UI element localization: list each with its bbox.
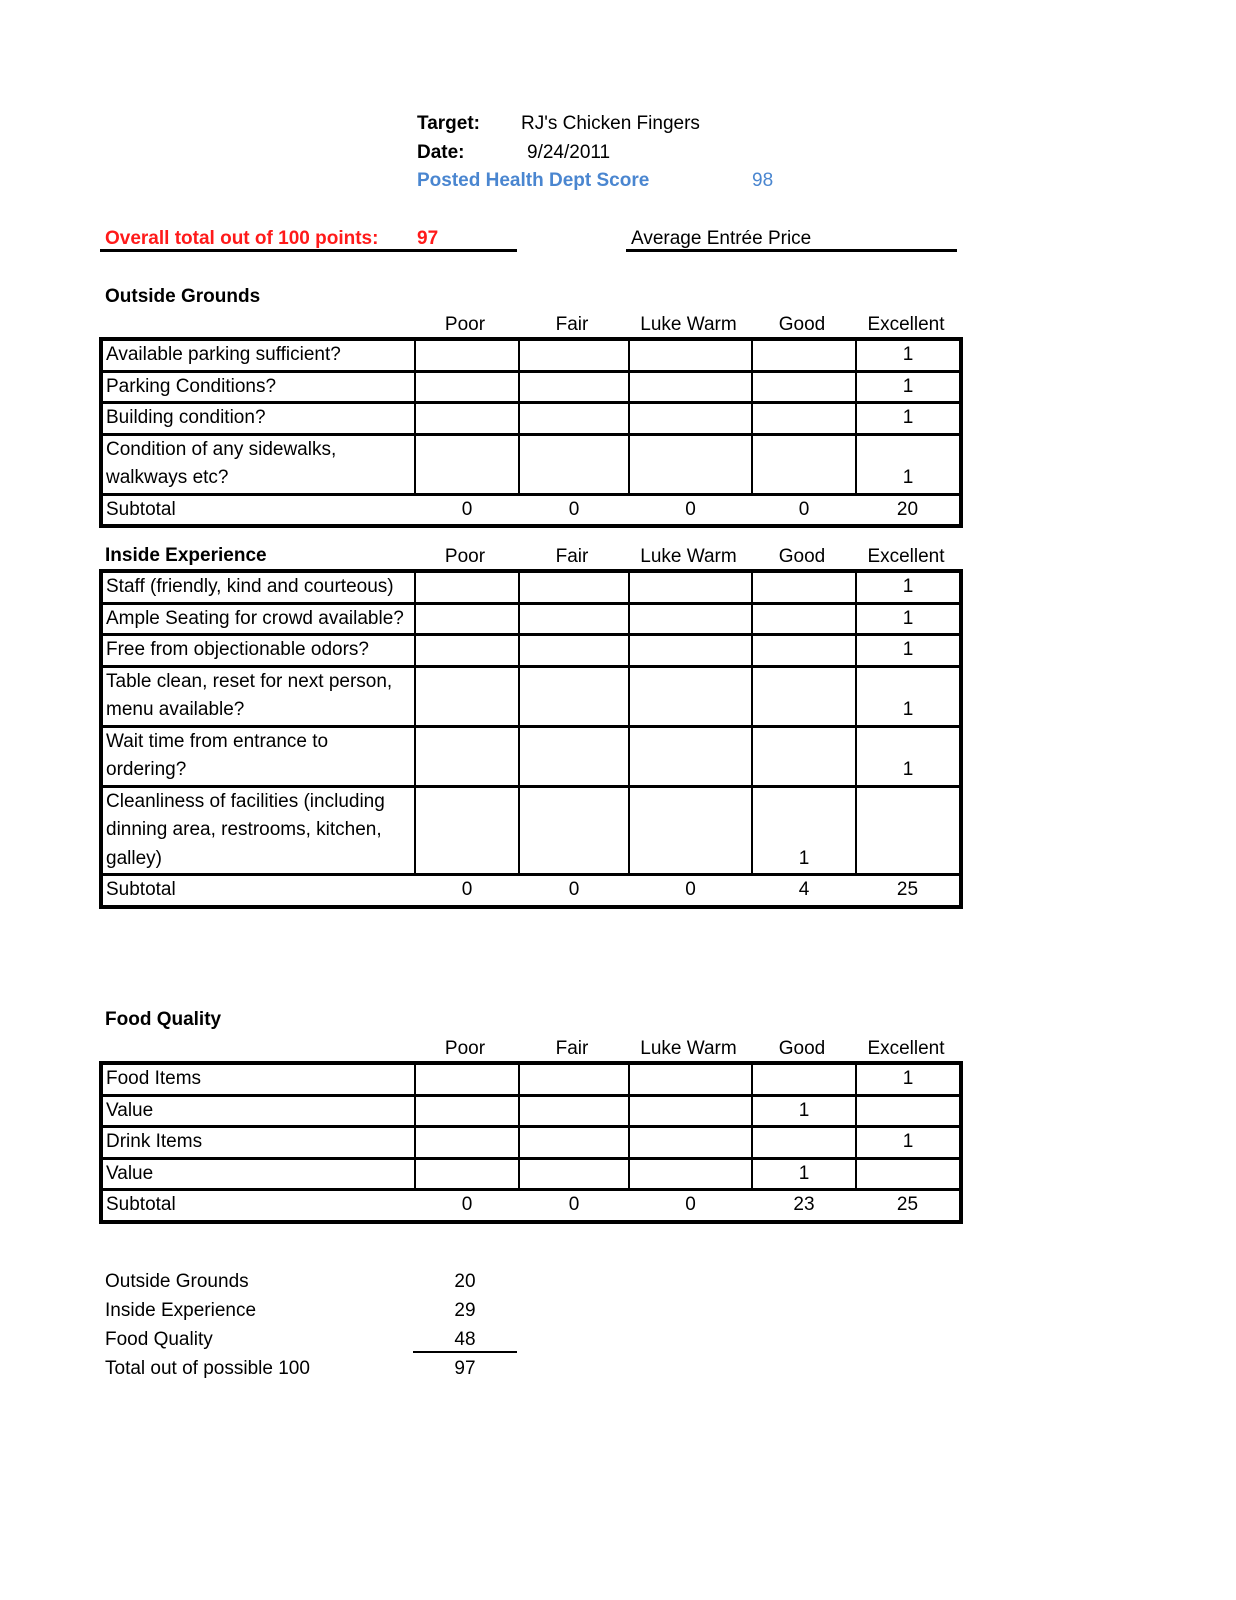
column-header-poor: Poor: [444, 1038, 486, 1059]
rating-cell-good[interactable]: [752, 339, 856, 371]
rating-cell-good[interactable]: 1: [752, 786, 856, 875]
rating-cell-good[interactable]: [752, 371, 856, 403]
rating-cell-fair[interactable]: [519, 635, 629, 667]
rating-cell-poor[interactable]: [415, 1158, 519, 1190]
rating-cell-fair[interactable]: [519, 603, 629, 635]
rating-cell-luke-warm[interactable]: [629, 1158, 752, 1190]
rating-cell-poor[interactable]: [415, 726, 519, 786]
question-cell: Parking Conditions?: [101, 371, 415, 403]
date-label: Date:: [417, 142, 465, 163]
rating-cell-excellent[interactable]: 1: [856, 726, 961, 786]
subtotal-poor: 0: [415, 1190, 519, 1222]
rating-cell-poor[interactable]: [415, 403, 519, 435]
rating-cell-good[interactable]: [752, 1127, 856, 1159]
rating-cell-poor[interactable]: [415, 1063, 519, 1095]
rating-cell-luke-warm[interactable]: [629, 403, 752, 435]
question-cell: Table clean, reset for next person, menu available?: [101, 666, 415, 726]
rating-cell-poor[interactable]: [415, 635, 519, 667]
rating-cell-luke-warm[interactable]: [629, 603, 752, 635]
rating-cell-poor[interactable]: [415, 786, 519, 875]
table-row: [101, 403, 961, 435]
question-cell: Wait time from entrance to ordering?: [101, 726, 415, 786]
rating-cell-good[interactable]: [752, 603, 856, 635]
table-row: [101, 371, 961, 403]
column-header-fair: Fair: [555, 1038, 589, 1059]
rating-cell-fair[interactable]: [519, 1063, 629, 1095]
rating-cell-poor[interactable]: [415, 371, 519, 403]
subtotal-good: 0: [752, 494, 856, 526]
table-row: [101, 571, 961, 603]
column-header-good: Good: [778, 314, 826, 335]
rating-cell-fair[interactable]: [519, 371, 629, 403]
summary-sum-line: [413, 1351, 517, 1353]
rating-cell-luke-warm[interactable]: [629, 1063, 752, 1095]
table-row: [101, 635, 961, 667]
overall-total-underline: [100, 249, 517, 252]
rating-cell-excellent[interactable]: 1: [856, 371, 961, 403]
rating-cell-fair[interactable]: [519, 786, 629, 875]
table-row: [101, 434, 961, 494]
rating-cell-good[interactable]: [752, 571, 856, 603]
table-row: [101, 339, 961, 371]
target-value: RJ's Chicken Fingers: [521, 113, 700, 134]
rating-cell-luke-warm[interactable]: [629, 726, 752, 786]
summary-total-label: Total out of possible 100: [105, 1358, 310, 1379]
rating-cell-good[interactable]: [752, 635, 856, 667]
table-row: [101, 726, 961, 786]
rating-cell-fair[interactable]: [519, 571, 629, 603]
column-header-excellent: Excellent: [867, 546, 945, 567]
food-quality-table: [99, 1061, 963, 1224]
subtotal-luke-warm: 0: [629, 494, 752, 526]
question-cell: Condition of any sidewalks, walkways etc?: [101, 434, 415, 494]
subtotal-fair: 0: [519, 1190, 629, 1222]
rating-cell-luke-warm[interactable]: [629, 339, 752, 371]
rating-cell-luke-warm[interactable]: [629, 1095, 752, 1127]
subtotal-fair: 0: [519, 494, 629, 526]
table-row: [101, 666, 961, 726]
subtotal-poor: 0: [415, 875, 519, 907]
column-header-excellent: Excellent: [867, 314, 945, 335]
rating-cell-poor[interactable]: [415, 666, 519, 726]
table-row: [101, 603, 961, 635]
inside-experience-table: [99, 569, 963, 909]
avg-entree-price-label: Average Entrée Price: [631, 228, 812, 249]
table-row: [101, 786, 961, 875]
rating-cell-excellent[interactable]: 1: [856, 1063, 961, 1095]
table-row: [101, 1158, 961, 1190]
subtotal-row: [101, 875, 961, 907]
rating-cell-excellent[interactable]: [856, 786, 961, 875]
target-label: Target:: [417, 113, 480, 134]
overall-total-label: Overall total out of 100 points:: [105, 228, 379, 249]
rating-cell-luke-warm[interactable]: [629, 666, 752, 726]
question-cell: Cleanliness of facilities (including dinning area, restrooms, kitchen, galley): [101, 786, 415, 875]
rating-cell-fair[interactable]: [519, 339, 629, 371]
rating-cell-good[interactable]: [752, 726, 856, 786]
question-cell: Available parking sufficient?: [101, 339, 415, 371]
rating-cell-fair[interactable]: [519, 403, 629, 435]
rating-cell-poor[interactable]: [415, 603, 519, 635]
rating-cell-excellent[interactable]: 1: [856, 403, 961, 435]
subtotal-label: Subtotal: [101, 1190, 415, 1222]
column-header-luke-warm: Luke Warm: [640, 314, 737, 335]
summary-value-inside-experience: 29: [454, 1300, 476, 1321]
subtotal-poor: 0: [415, 494, 519, 526]
subtotal-label: Subtotal: [101, 875, 415, 907]
rating-cell-good[interactable]: [752, 1063, 856, 1095]
rating-cell-excellent[interactable]: 1: [856, 571, 961, 603]
section-title-outside-grounds: Outside Grounds: [105, 286, 261, 307]
summary-label-outside-grounds: Outside Grounds: [105, 1271, 249, 1292]
question-cell: Free from objectionable odors?: [101, 635, 415, 667]
column-header-excellent: Excellent: [867, 1038, 945, 1059]
summary-value-food-quality: 48: [454, 1329, 476, 1350]
rating-cell-luke-warm[interactable]: [629, 434, 752, 494]
summary-value-outside-grounds: 20: [454, 1271, 476, 1292]
rating-cell-excellent[interactable]: 1: [856, 603, 961, 635]
health-score-value: 98: [752, 170, 774, 191]
rating-cell-luke-warm[interactable]: [629, 786, 752, 875]
table-row: [101, 1095, 961, 1127]
subtotal-luke-warm: 0: [629, 875, 752, 907]
subtotal-row: [101, 1190, 961, 1222]
rating-cell-fair[interactable]: [519, 434, 629, 494]
subtotal-fair: 0: [519, 875, 629, 907]
column-header-fair: Fair: [555, 314, 589, 335]
subtotal-excellent: 25: [856, 875, 961, 907]
rating-cell-excellent[interactable]: 1: [856, 666, 961, 726]
overall-total-value: 97: [417, 228, 439, 249]
section-title-inside-experience: Inside Experience: [105, 545, 267, 566]
question-cell: Drink Items: [101, 1127, 415, 1159]
question-cell: Ample Seating for crowd available?: [101, 603, 415, 635]
rating-cell-excellent[interactable]: [856, 1158, 961, 1190]
rating-cell-poor[interactable]: [415, 1095, 519, 1127]
subtotal-row: [101, 494, 961, 526]
date-value: 9/24/2011: [527, 142, 611, 163]
rating-cell-luke-warm[interactable]: [629, 635, 752, 667]
health-score-label: Posted Health Dept Score: [417, 170, 650, 191]
rating-cell-fair[interactable]: [519, 1127, 629, 1159]
rating-cell-luke-warm[interactable]: [629, 371, 752, 403]
subtotal-good: 23: [752, 1190, 856, 1222]
question-cell: Building condition?: [101, 403, 415, 435]
column-header-fair: Fair: [555, 546, 589, 567]
outside-grounds-table: [99, 337, 963, 528]
rating-cell-excellent[interactable]: 1: [856, 635, 961, 667]
column-header-poor: Poor: [444, 314, 486, 335]
rating-cell-fair[interactable]: [519, 666, 629, 726]
summary-total-value: 97: [454, 1358, 476, 1379]
rating-cell-good[interactable]: 1: [752, 1158, 856, 1190]
rating-cell-excellent[interactable]: [856, 1095, 961, 1127]
rating-cell-fair[interactable]: [519, 1158, 629, 1190]
avg-entree-price-underline: [626, 249, 957, 252]
rating-cell-poor[interactable]: [415, 434, 519, 494]
question-cell: Value: [101, 1158, 415, 1190]
rating-cell-excellent[interactable]: 1: [856, 1127, 961, 1159]
question-cell: Value: [101, 1095, 415, 1127]
rating-cell-excellent[interactable]: 1: [856, 434, 961, 494]
subtotal-excellent: 20: [856, 494, 961, 526]
rating-cell-poor[interactable]: [415, 571, 519, 603]
question-cell: Staff (friendly, kind and courteous): [101, 571, 415, 603]
rating-cell-fair[interactable]: [519, 1095, 629, 1127]
section-title-food-quality: Food Quality: [105, 1009, 222, 1030]
rating-cell-good[interactable]: [752, 666, 856, 726]
rating-cell-luke-warm[interactable]: [629, 1127, 752, 1159]
column-header-luke-warm: Luke Warm: [640, 1038, 737, 1059]
rating-cell-poor[interactable]: [415, 1127, 519, 1159]
column-header-good: Good: [778, 1038, 826, 1059]
rating-cell-luke-warm[interactable]: [629, 571, 752, 603]
subtotal-good: 4: [752, 875, 856, 907]
column-header-poor: Poor: [444, 546, 486, 567]
rating-cell-good[interactable]: [752, 403, 856, 435]
subtotal-luke-warm: 0: [629, 1190, 752, 1222]
subtotal-excellent: 25: [856, 1190, 961, 1222]
rating-cell-good[interactable]: 1: [752, 1095, 856, 1127]
table-row: [101, 1063, 961, 1095]
rating-cell-poor[interactable]: [415, 339, 519, 371]
summary-label-food-quality: Food Quality: [105, 1329, 213, 1350]
rating-cell-fair[interactable]: [519, 726, 629, 786]
column-header-luke-warm: Luke Warm: [640, 546, 737, 567]
rating-cell-good[interactable]: [752, 434, 856, 494]
question-cell: Food Items: [101, 1063, 415, 1095]
table-row: [101, 1127, 961, 1159]
subtotal-label: Subtotal: [101, 494, 415, 526]
summary-label-inside-experience: Inside Experience: [105, 1300, 257, 1321]
column-header-good: Good: [778, 546, 826, 567]
rating-cell-excellent[interactable]: 1: [856, 339, 961, 371]
